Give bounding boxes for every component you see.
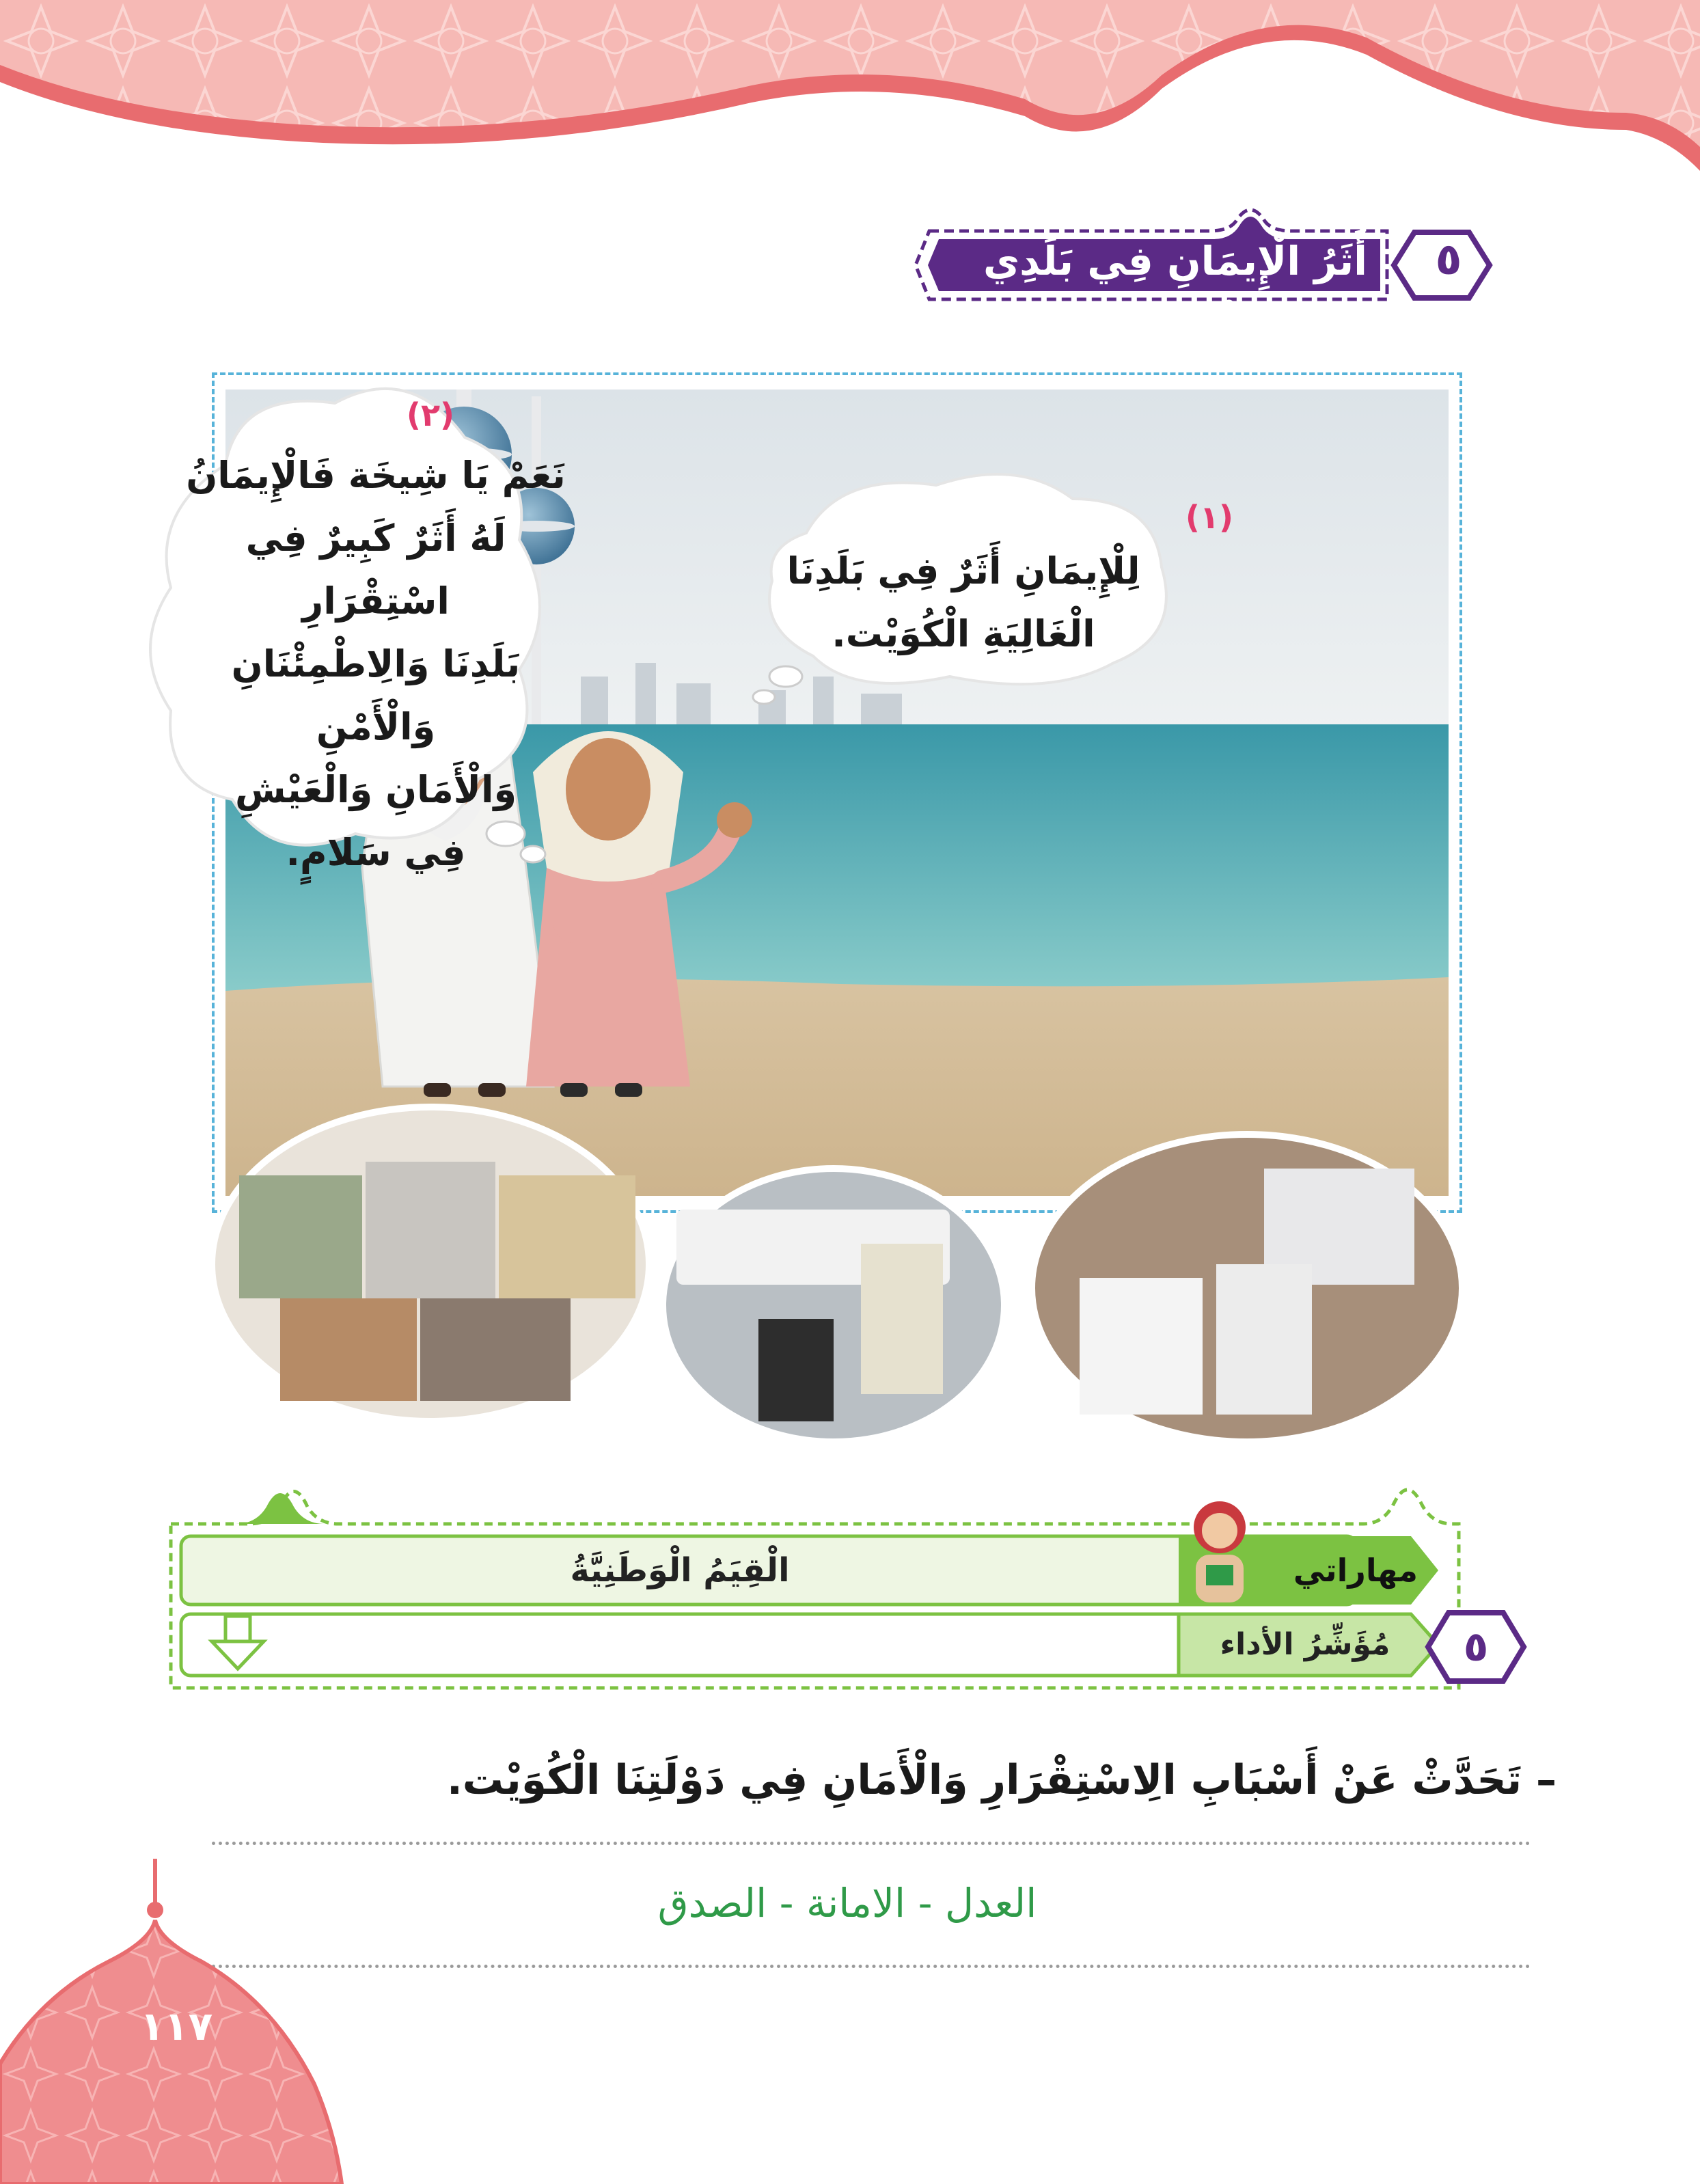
answer-line-top [212,1842,1531,1845]
bubble-2-line: لَهُ أَثَرٌ كَبِيرٌ فِي اسْتِقْرَارِ [245,517,506,623]
skills-label: مهاراتي [1293,1552,1418,1589]
bubble-2-line: فِي سَلامٍ. [286,831,466,874]
answer-line-bottom [212,1965,1531,1968]
photo-wheelchair-aid [656,1162,1011,1449]
page-number: ١١٧ [139,2003,213,2049]
bubble-1-text [772,540,1155,666]
top-decorative-banner [0,0,1700,219]
photo-volunteers [1025,1128,1469,1449]
bubble-2-number: (٢) [406,396,455,433]
question-text: – تَحَدَّثْ عَنْ أَسْبَابِ الِاسْتِقْرَارِ وَالْأَمَانِ فِي دَوْلَتِنَا الْكُوَيْت. [446,1756,1557,1804]
bubble-2-line: بَلَدِنَا وَالِاطْمِئْنَانِ وَالْأَمْنِ [231,642,521,748]
bubble-2-line: نَعَمْ يَا شِيخَة فَالْإِيمَانُ [186,454,566,497]
skills-number: ٥ [1463,1623,1489,1671]
lesson-number: ٥ [1435,234,1462,285]
bubble-2-text [184,444,567,884]
photo-collage-kuwait-history [198,1093,663,1435]
skills-box [161,1462,1534,1708]
answer-text[interactable]: العدل - الامانة - الصدق [657,1880,1037,1926]
bubble-1-line: لِلْإِيمَانِ أَثَرٌ فِي بَلَدِنَا [786,549,1140,592]
lesson-title: أَثَرُ الْإِيمَانِ فِي بَلَدِي الْكُوَيْت. [983,238,1368,353]
bubble-1-line: الْغَالِيَةِ الْكُوَيْت. [832,612,1095,655]
lesson-header [909,198,1496,353]
bubble-2-line: وَالْأَمَانِ وَالْعَيْشِ [234,768,517,811]
illustration-scene [186,390,1449,1196]
skills-topic: الْقِيَمُ الْوَطَنِيَّةُ [570,1551,790,1589]
bubble-1-number: (١) [1185,499,1234,536]
performance-indicator-label: مُؤَشِّرُ الأداء [1220,1627,1390,1662]
